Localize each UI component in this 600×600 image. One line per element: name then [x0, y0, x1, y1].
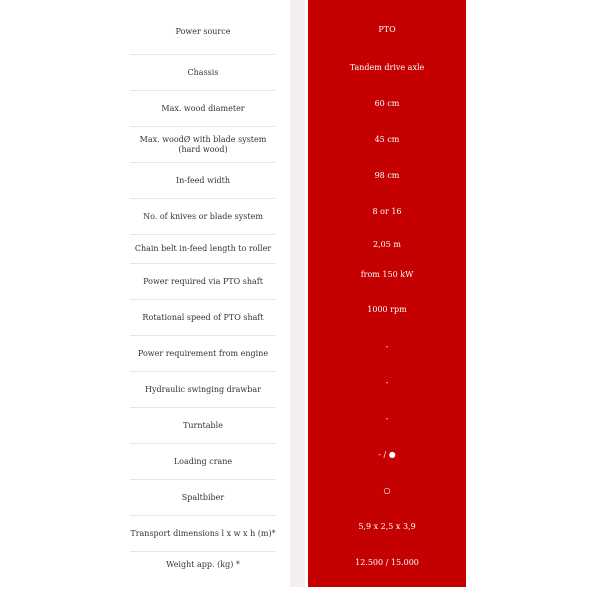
label-drawbar: Hydraulic swinging drawbar [130, 372, 276, 408]
value-max-wood-blade: 45 cm [374, 135, 400, 144]
label-transport-dimensions: Transport dimensions l x w x h (m)* [130, 516, 276, 552]
value-max-wood-diameter: 60 cm [374, 99, 400, 108]
label-knives: No. of knives or blade system [130, 199, 276, 235]
spec-table [130, 0, 466, 600]
value-power-pto: from 150 kW [360, 270, 414, 279]
label-max-wood-diameter: Max. wood diameter [130, 91, 276, 127]
label-spaltbiber: Spaltbiber [130, 480, 276, 516]
value-turntable: - [385, 414, 389, 423]
value-transport-dimensions: 5,9 x 2,5 x 3,9 [358, 522, 416, 531]
value-drawbar: - [385, 378, 389, 387]
value-infeed-width: 98 cm [374, 171, 400, 180]
label-rotational-speed: Rotational speed of PTO shaft [130, 300, 276, 336]
value-chassis: Tandem drive axle [349, 63, 425, 72]
label-weight: Weight app. (kg) * [166, 560, 240, 569]
value-weight: 12.500 / 15.000 [355, 558, 419, 567]
value-knives: 8 or 16 [372, 207, 402, 216]
value-power-source: PTO [378, 25, 396, 34]
label-power-pto: Power required via PTO shaft [130, 264, 276, 300]
label-column [130, 0, 276, 600]
label-infeed-width: In-feed width [130, 163, 276, 199]
value-power-engine: - [385, 342, 389, 351]
label-turntable: Turntable [130, 408, 276, 444]
value-spaltbiber: ○ [383, 486, 391, 495]
label-power-source: Power source [130, 10, 276, 55]
label-loading-crane: Loading crane [130, 444, 276, 480]
value-rotational-speed: 1000 rpm [367, 305, 407, 314]
label-max-wood-blade: Max. woodØ with blade system (hard wood) [130, 127, 276, 163]
value-loading-crane: - / ● [378, 450, 396, 459]
value-column [308, 0, 466, 587]
label-chassis: Chassis [130, 55, 276, 91]
label-chain-belt: Chain belt in-feed length to roller [130, 235, 276, 264]
label-power-engine: Power requirement from engine [130, 336, 276, 372]
value-chain-belt: 2,05 m [373, 240, 401, 249]
divider-column [290, 0, 305, 587]
